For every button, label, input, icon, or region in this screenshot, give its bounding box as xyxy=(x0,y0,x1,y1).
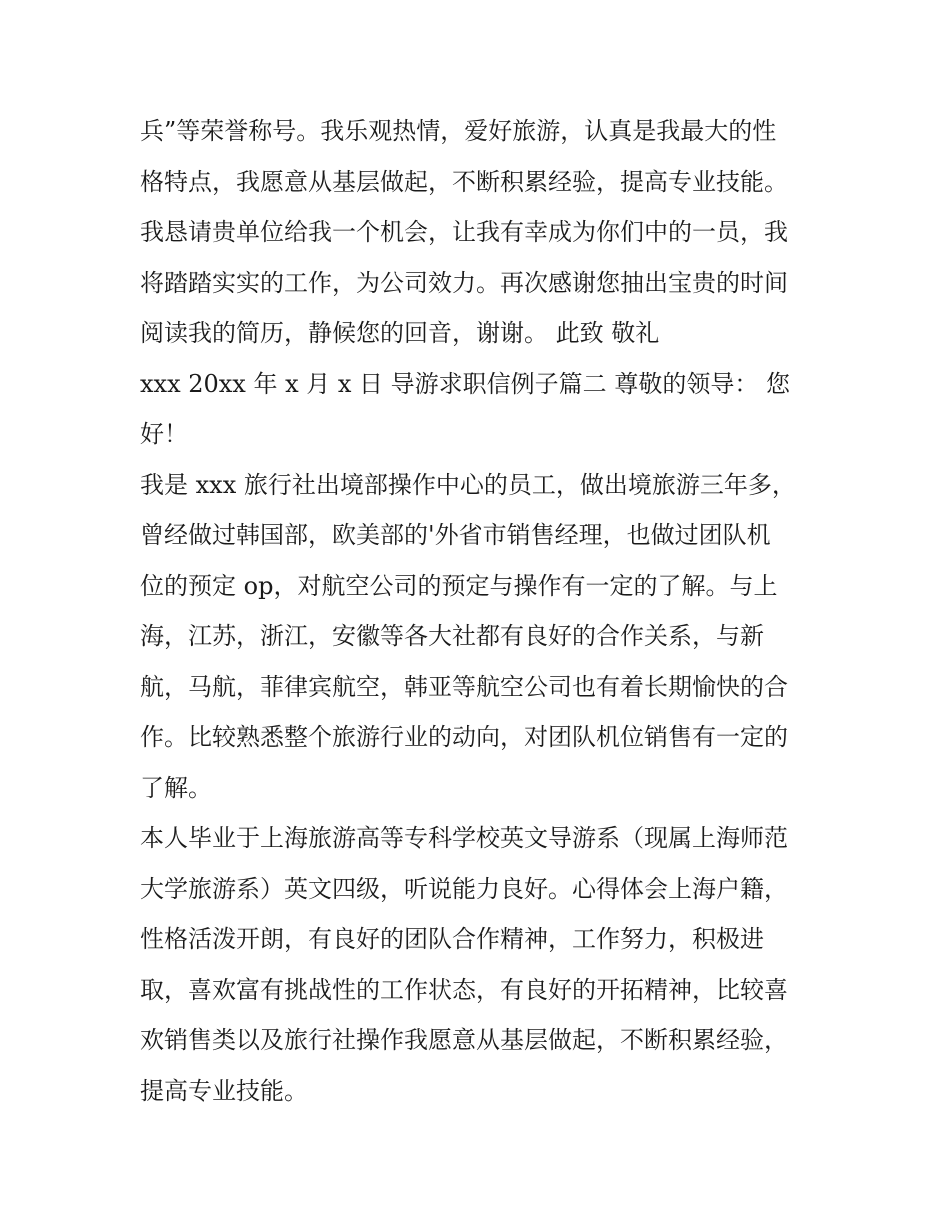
text-line: 欢销售类以及旅行社操作我愿意从基层做起，不断积累经验， xyxy=(140,1026,788,1054)
text-line: 大学旅游系）英文四级，听说能力良好。心得体会上海户籍， xyxy=(140,874,788,903)
text-line: 将踏踏实实的工作，为公司效力。再次感谢您抽出宝贵的时间 xyxy=(140,268,788,297)
body-text xyxy=(140,106,830,1116)
text-line: 海，江苏，浙江，安徽等各大社都有良好的合作关系，与新 xyxy=(140,622,764,650)
text-line: xxx 20xx 年 x 月 x 日 导游求职信例子篇二 尊敬的领导： 您 xyxy=(140,369,790,398)
text-line: 性格活泼开朗，有良好的团队合作精神，工作努力，积极进 xyxy=(140,925,764,953)
text-line: 阅读我的简历，静候您的回音，谢谢。 此致 敬礼 xyxy=(140,319,660,347)
text-line: 我是 xxx 旅行社出境部操作中心的员工，做出境旅游三年多， xyxy=(140,470,796,499)
text-line: 提高专业技能。 xyxy=(140,1076,308,1105)
text-line: 位的预定 op，对航空公司的预定与操作有一定的了解。与上 xyxy=(140,571,778,600)
text-line: 好！ xyxy=(140,420,188,448)
text-line: 了解。 xyxy=(140,773,212,802)
text-line: 取，喜欢富有挑战性的工作状态，有良好的开拓精神，比较喜 xyxy=(140,975,788,1004)
text-line: 航，马航，菲律宾航空，韩亚等航空公司也有着长期愉快的合 xyxy=(140,672,788,701)
text-line: 作。比较熟悉整个旅游行业的动向，对团队机位销售有一定的 xyxy=(140,723,788,751)
text-line: 兵”等荣誉称号。我乐观热情，爱好旅游，认真是我最大的性 xyxy=(140,117,777,145)
text-line: 曾经做过韩国部，欧美部的'外省市销售经理，也做过团队机 xyxy=(140,521,771,549)
text-line: 我恳请贵单位给我一个机会，让我有幸成为你们中的一员，我 xyxy=(140,218,788,246)
text-line: 格特点，我愿意从基层做起，不断积累经验，提高专业技能。 xyxy=(140,167,788,196)
text-line: 本人毕业于上海旅游高等专科学校英文导游系（现属上海师范 xyxy=(140,824,788,852)
